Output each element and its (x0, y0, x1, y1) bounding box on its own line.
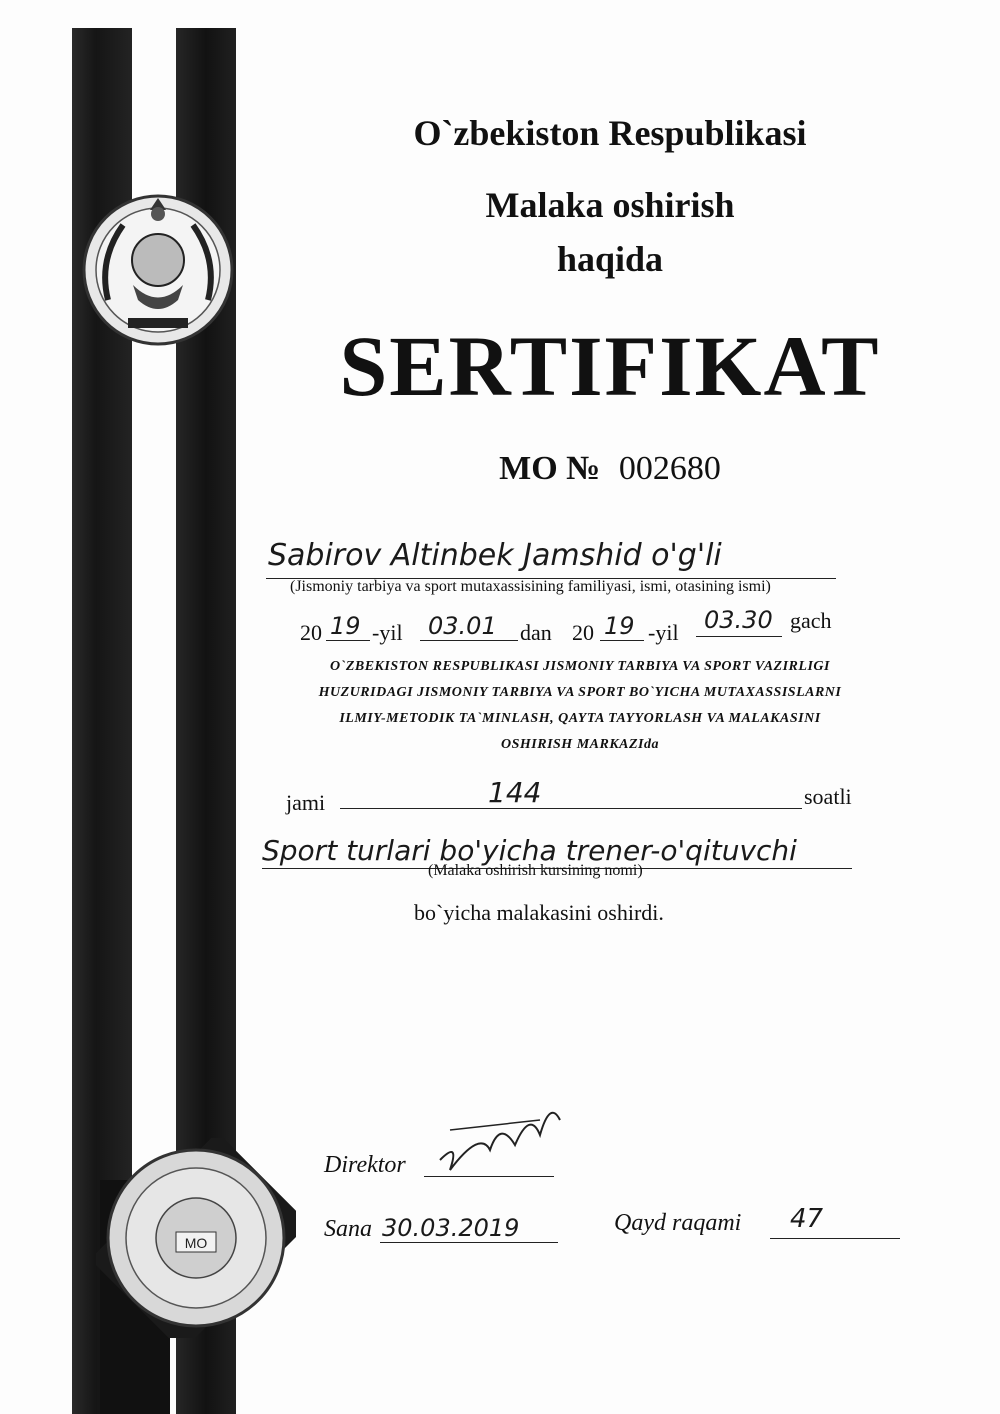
period-dan: dan (520, 620, 552, 645)
course-caption: (Malaka oshirish kursining nomi) (428, 862, 643, 879)
reg-value: 47 (790, 1204, 824, 1234)
state-emblem (78, 190, 238, 350)
organization-line3: ILMIY-METODIK TA`MINLASH, QAYTA TAYYORLASH VA MALAKASINI (339, 711, 821, 726)
date-line (380, 1242, 558, 1243)
period-gach: gach (790, 608, 832, 633)
reg-line (770, 1238, 900, 1239)
date-label: Sana (324, 1216, 372, 1242)
director-line (424, 1176, 554, 1177)
certificate-title: SERTIFIKAT (339, 318, 881, 414)
period-date-to-line (696, 636, 782, 637)
course-name: Sport turlari bo'yicha trener-o'qituvchi (262, 834, 797, 867)
number-value: 002680 (618, 450, 721, 487)
organization-line4: OSHIRISH MARKAZIda (501, 737, 659, 752)
period-date-to: 03.30 (704, 606, 773, 634)
period-year-prefix-2: 20 (572, 620, 594, 645)
certificate-number (260, 450, 960, 488)
period-date-from: 03.01 (428, 612, 497, 640)
hours-value: 144 (488, 776, 542, 809)
course-heading-line2: haqida (556, 239, 664, 279)
director-label: Direktor (324, 1152, 406, 1178)
holder-name: Sabirov Altinbek Jamshid o'g'li (268, 538, 722, 573)
hours-soatli-label: soatli (804, 784, 852, 809)
director-signature (420, 1090, 570, 1180)
period-year-suffix-1: 19 (330, 612, 361, 640)
holder-caption: (Jismoniy tarbiya va sport mutaxassisining familiyasi, ismi, otasining ismi) (290, 578, 771, 595)
course-heading-line1: Malaka oshirish (485, 185, 735, 225)
organization-line1: O`ZBEKISTON RESPUBLIKASI JISMONIY TARBIYA VA SPORT VAZIRLIGI (330, 659, 830, 674)
period-year-prefix-1: 20 (300, 620, 322, 645)
period-date-from-line (420, 640, 518, 641)
republic-heading: O`zbekiston Respublikasi (413, 113, 807, 153)
hours-jami-label: jami (286, 790, 326, 815)
organization-line2: HUZURIDAGI JISMONIY TARBIYA VA SPORT BO`YICHA MUTAXASSISLARNI (318, 685, 842, 700)
course-closing: bo`yicha malakasini oshirdi. (414, 900, 664, 925)
period-yil-1: -yil (372, 620, 403, 645)
hours-line (340, 808, 802, 809)
seal-center-text: MO (184, 1235, 208, 1251)
official-seal (96, 1138, 296, 1338)
period-yil-2: -yil (648, 620, 679, 645)
date-value: 30.03.2019 (382, 1214, 520, 1242)
reg-label: Qayd raqami (614, 1210, 742, 1236)
period-year-line-2 (600, 640, 644, 641)
period-year-line-1 (326, 640, 370, 641)
period-year-suffix-2: 19 (604, 612, 635, 640)
organization-text (270, 654, 890, 758)
number-prefix: MO № (499, 450, 601, 487)
